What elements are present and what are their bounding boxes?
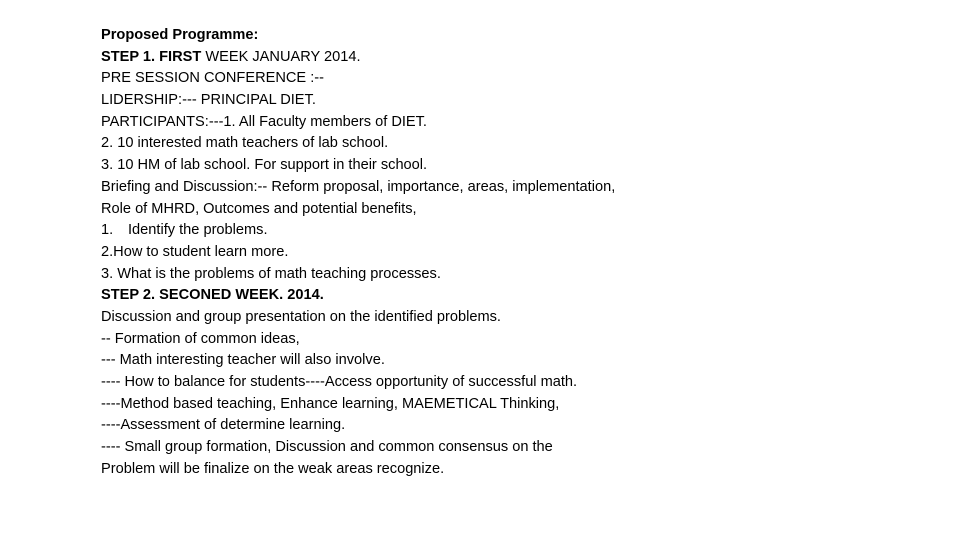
small-group-line: ---- Small group formation, Discussion and common consensus on the (101, 439, 553, 456)
programme-heading: Proposed Programme: (101, 27, 259, 43)
participants-line: PARTICIPANTS:---1. All Faculty members of DIET. (101, 113, 427, 130)
step1-title (101, 47, 861, 69)
step1-title-bold: STEP 1. FIRST (101, 48, 202, 65)
discussion-line: Discussion and group presentation on the identified problems. (101, 308, 501, 325)
numbered-item-2 (101, 242, 861, 264)
math-teacher-line: --- Math interesting teacher will also involve. (101, 352, 385, 369)
text-body (101, 25, 861, 480)
numbered-item-1-text: Identify the problems. (128, 222, 268, 239)
leadership-line: LIDERSHIP:--- PRINCIPAL DIET. (101, 92, 316, 109)
numbered-item-2-text: How to student learn more. (113, 243, 289, 260)
participant-3-line: 3. 10 HM of lab school. For support in their school. (101, 157, 428, 174)
numbered-item-1-number: 1. (101, 222, 114, 239)
step2-title: STEP 2. SECONED WEEK. 2014. (101, 287, 324, 304)
assessment-line: ----Assessment of determine learning. (101, 417, 346, 434)
step1-title-rest: WEEK JANUARY 2014. (201, 48, 361, 65)
method-line: ----Method based teaching, Enhance learning, MAEMETICAL Thinking, (101, 395, 560, 412)
numbered-item-3: 3. What is the problems of math teaching processes. (101, 265, 441, 282)
formation-line: -- Formation of common ideas, (101, 330, 300, 347)
pre-session-line: PRE SESSION CONFERENCE :-- (101, 70, 324, 87)
numbered-item-1 (101, 220, 861, 242)
participant-2-line: 2. 10 interested math teachers of lab school. (101, 135, 389, 152)
numbered-item-2-number: 2. (101, 243, 114, 260)
balance-line: ---- How to balance for students----Access opportunity of successful math. (101, 374, 578, 390)
role-line: Role of MHRD, Outcomes and potential benefits, (101, 200, 417, 217)
finalize-line: Problem will be finalize on the weak areas recognize. (101, 460, 445, 477)
briefing-line: Briefing and Discussion:-- Reform proposal, importance, areas, implementation, (101, 178, 616, 195)
